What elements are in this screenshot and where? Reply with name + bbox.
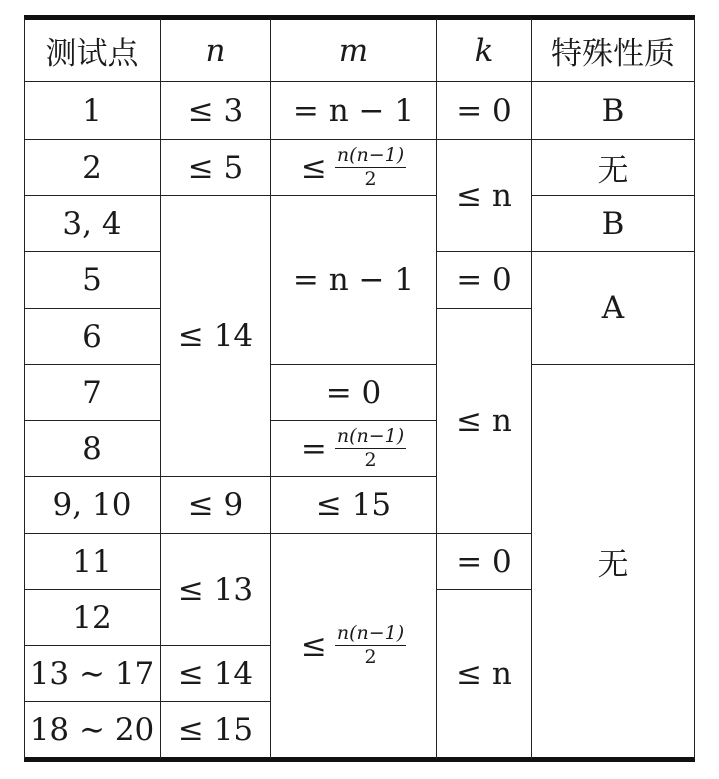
m-op: ≤ (300, 149, 327, 186)
property-cell: A (601, 290, 625, 326)
case-cell: 12 (72, 599, 112, 636)
case-cell: 5 (82, 262, 102, 298)
constraints-table (24, 0, 695, 779)
n-cell: ≤ 5 (187, 149, 244, 186)
fraction (335, 146, 406, 189)
n-cell: ≤ 15 (177, 711, 254, 748)
k-cell: ≤ n (456, 177, 512, 214)
property-cell: 无 (597, 546, 629, 583)
header-case: 测试点 (45, 36, 139, 72)
k-cell: ≤ n (456, 655, 512, 692)
m-cell: = n − 1 (292, 92, 415, 129)
header-n: n (205, 32, 226, 69)
n-cell: ≤ 3 (187, 92, 244, 129)
fraction (335, 427, 406, 470)
bottom-rule (24, 757, 695, 762)
fraction-denominator: 2 (364, 449, 377, 471)
fraction-denominator: 2 (364, 646, 377, 668)
property-cell: B (601, 92, 625, 129)
case-cell: 2 (82, 149, 102, 186)
case-cell: 3, 4 (62, 205, 122, 242)
case-cell: 6 (82, 318, 102, 355)
case-cell: 9, 10 (52, 487, 132, 523)
case-cell: 1 (82, 92, 102, 129)
case-cell: 18 ∼ 20 (29, 711, 155, 748)
property-cell: B (601, 205, 625, 242)
m-cell: = n − 1 (292, 262, 415, 298)
case-cell: 13 ∼ 17 (29, 655, 155, 692)
m-cell: ≤ 15 (315, 487, 392, 523)
border-right (694, 18, 695, 759)
m-cell: = 0 (325, 374, 382, 411)
k-cell: ≤ n (456, 403, 512, 439)
case-cell: 8 (82, 430, 102, 467)
k-cell: = 0 (456, 543, 512, 580)
k-cell: = 0 (456, 262, 512, 298)
fraction-numerator: n(n−1) (336, 144, 405, 166)
n-cell: ≤ 9 (187, 487, 244, 523)
header-property: 特殊性质 (551, 36, 675, 72)
fraction-numerator: n(n−1) (336, 622, 405, 644)
m-op: ≤ (300, 627, 327, 664)
k-cell: = 0 (456, 92, 512, 129)
m-cell-frac (271, 534, 436, 757)
property-cell: 无 (597, 153, 629, 189)
fraction-numerator: n(n−1) (336, 425, 405, 447)
n-cell: ≤ 14 (177, 318, 254, 354)
case-cell: 11 (72, 543, 112, 580)
n-cell: ≤ 14 (177, 655, 254, 692)
fraction-denominator: 2 (364, 168, 377, 190)
m-cell-frac (271, 140, 436, 195)
n-cell: ≤ 13 (177, 571, 254, 608)
header-k: k (474, 32, 494, 69)
m-op: = (300, 430, 327, 467)
fraction (335, 624, 406, 667)
header-m: m (338, 32, 369, 69)
case-cell: 7 (82, 374, 102, 411)
m-cell-frac (271, 421, 436, 476)
